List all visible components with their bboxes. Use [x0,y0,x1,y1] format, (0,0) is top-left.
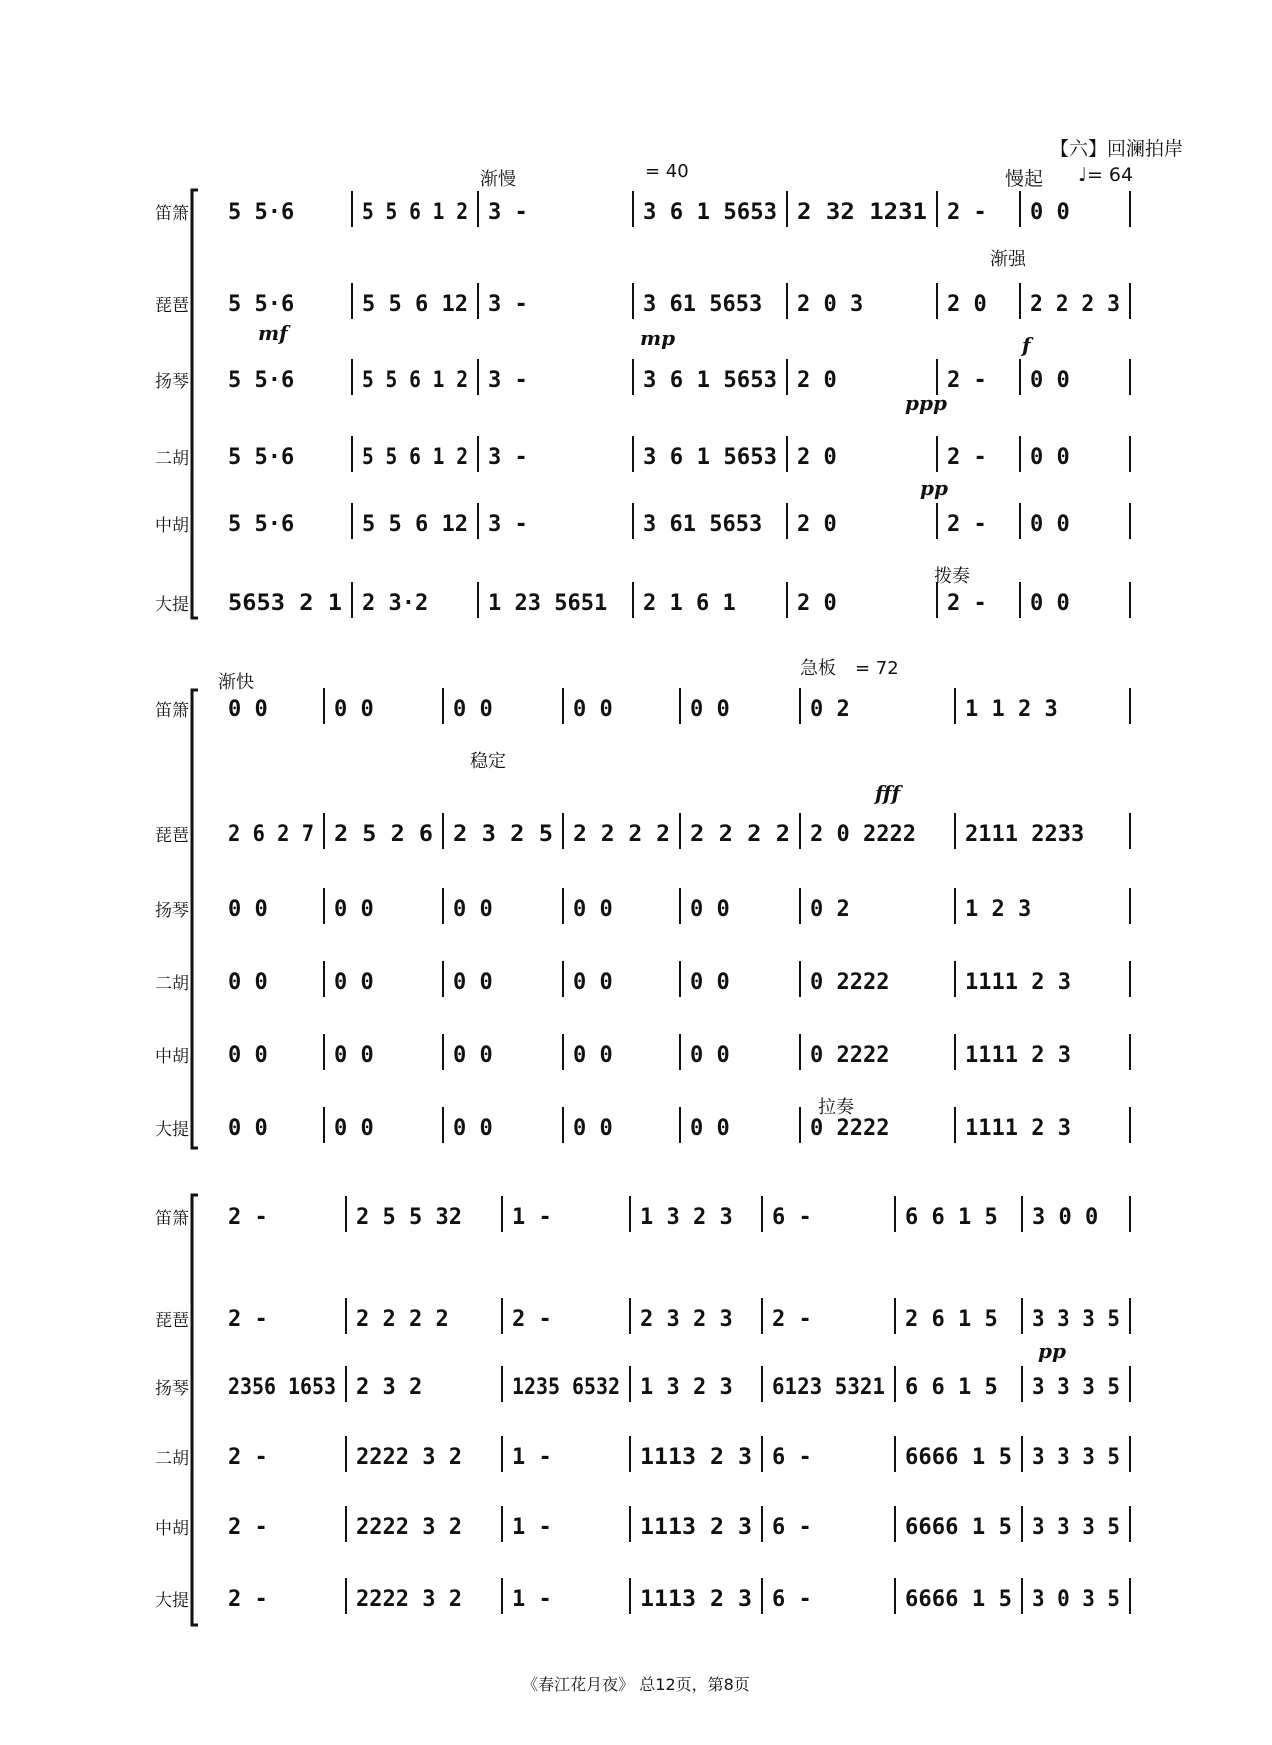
measure-notes: 5 5 6 12 [362,292,468,317]
measure-notes: 5 5 6 1 2 [362,445,468,470]
measure-notes: 1113 2 3 [640,1515,752,1540]
measure-notes: 3 - [488,512,528,537]
quarter-note-icon: ♩ [1078,164,1087,186]
measure-notes: 0 2222 [810,1116,890,1141]
dynamic-marking: mp [640,326,676,350]
system-bracket [192,1195,198,1625]
measure-notes: 2 2 2 2 [573,822,670,847]
measure-notes: 5 5·6 [228,292,295,317]
measure-notes: 0 0 [1030,200,1070,225]
measure-notes: 3 - [488,292,528,317]
measure-notes: 3 0 0 [1032,1205,1099,1230]
measure-notes: 2 - [947,368,987,393]
annotation: 急板 [800,658,836,679]
dynamic-marking: f [1022,333,1031,357]
instrument-label: 中胡 [155,1519,189,1539]
measure-notes: 0 0 [1030,512,1070,537]
annotation: 稳定 [470,751,506,772]
measure-notes: 6 - [772,1515,812,1540]
instrument-label: 大提 [155,1120,189,1140]
measure-notes: 2 3 2 [356,1375,423,1400]
measure-notes: 0 0 [573,970,613,995]
instrument-label: 笛箫 [155,701,189,721]
measure-notes: 0 0 [1030,368,1070,393]
measure-notes: 0 0 [453,970,493,995]
measure-notes: 2 0 [797,368,837,393]
measure-notes: 1 3 2 3 [640,1205,733,1230]
measure-notes: 5 5·6 [228,200,295,225]
measure-notes: 0 0 [1030,445,1070,470]
measure-notes: 1113 2 3 [640,1587,752,1612]
slow-start-marking: 慢起 [1005,168,1044,190]
measure-notes: 0 0 [690,1043,730,1068]
measure-notes: 2 0 [947,292,987,317]
measure-notes: 5 5·6 [228,445,295,470]
dynamic-marking: fff [875,781,901,805]
measure-notes: 2 2 2 2 [690,822,790,847]
measure-notes: 0 0 [228,697,268,722]
measure-notes: 6 - [772,1205,812,1230]
measure-notes: 0 0 [453,697,493,722]
measure-notes: 3 3 3 5 [1032,1307,1120,1332]
annotation: 渐强 [990,249,1026,270]
measure-notes: 1 - [512,1445,552,1470]
measure-notes: 2222 3 2 [356,1515,462,1540]
instrument-label: 琵琶 [155,1311,189,1331]
measure-notes: 2 1 6 1 [643,591,736,616]
measure-notes: 0 0 [334,1116,374,1141]
measure-notes: 5 5 6 12 [362,512,468,537]
measure-notes: 3 3 3 5 [1032,1445,1120,1470]
measure-notes: 0 0 [573,1043,613,1068]
measure-notes: 6123 5321 [772,1375,885,1400]
instrument-label: 笛箫 [155,1209,189,1229]
measure-notes: 3 6 1 5653 [643,445,777,470]
measure-notes: 2 5 2 6 [334,822,433,847]
annotation: 拨奏 [934,566,970,587]
measure-notes: 2 0 [797,512,837,537]
measure-notes: 0 0 [228,1116,268,1141]
measure-notes: 2 - [228,1205,268,1230]
measure-notes: 3 0 3 5 [1032,1587,1120,1612]
annotation: = 72 [855,658,899,679]
measure-notes: 5 5·6 [228,512,295,537]
measure-notes: 0 0 [1030,591,1070,616]
instrument-label: 琵琶 [155,296,189,316]
measure-notes: 0 0 [228,1043,268,1068]
measure-notes: 2 - [228,1445,268,1470]
measure-notes: 0 0 [334,897,374,922]
measure-notes: 3 61 5653 [643,292,763,317]
measure-notes: 2 0 2222 [810,822,916,847]
measure-notes: 2222 3 2 [356,1587,462,1612]
measure-notes: 2 - [228,1515,268,1540]
measure-notes: 2 6 2 7 [228,822,314,847]
measure-notes: 2 32 1231 [797,200,927,225]
measure-notes: 0 0 [334,1043,374,1068]
measure-notes: 0 2 [810,897,850,922]
measure-notes: 3 3 3 5 [1032,1515,1120,1540]
measure-notes: 0 0 [690,697,730,722]
measure-notes: 3 - [488,200,528,225]
measure-notes: 6666 1 5 [905,1587,1012,1612]
measure-notes: 6 6 1 5 [905,1205,998,1230]
instrument-label: 二胡 [155,1449,189,1469]
system-bracket [192,690,198,1148]
measure-notes: 2 2 2 3 [1030,292,1120,317]
measure-notes: 1 - [512,1205,552,1230]
measure-notes: 2 3·2 [362,591,429,616]
measure-notes: 2 3 2 5 [453,822,553,847]
annotation: = 40 [645,161,689,182]
annotation: 拉奏 [818,1097,854,1118]
measure-notes: 1 - [512,1515,552,1540]
measure-notes: 2111 2233 [965,822,1085,847]
measure-notes: 6666 1 5 [905,1515,1012,1540]
annotation: 渐快 [218,672,254,693]
dynamic-marking: pp [920,476,948,500]
measure-notes: 5 5 6 1 2 [362,368,468,393]
measure-notes: 2 - [947,445,987,470]
measure-notes: 0 0 [334,970,374,995]
measure-notes: 2 3 2 3 [640,1307,733,1332]
instrument-label: 扬琴 [155,1379,189,1399]
measure-notes: 2 0 [797,591,837,616]
measure-notes: 1 - [512,1587,552,1612]
measure-notes: 1 23 5651 [488,591,608,616]
instrument-label: 大提 [155,595,189,615]
measure-notes: 1235 6532 [512,1375,620,1400]
page-footer: 《春江花月夜》 总12页，第8页 [522,1675,750,1694]
measure-notes: 3 6 1 5653 [643,368,777,393]
measure-notes: 0 0 [334,697,374,722]
measure-notes: 5 5 6 1 2 [362,200,468,225]
dynamic-marking: ppp [905,391,947,415]
measure-notes: 2 - [947,512,987,537]
measure-notes: 2 2 2 2 [356,1307,449,1332]
instrument-label: 二胡 [155,449,189,469]
measure-notes: 3 - [488,368,528,393]
measure-notes: 1113 2 3 [640,1445,752,1470]
measure-notes: 0 0 [690,1116,730,1141]
measure-notes: 0 0 [573,1116,613,1141]
measure-notes: 0 0 [228,897,268,922]
instrument-label: 琵琶 [155,826,189,846]
measure-notes: 5653 2 1 [228,591,342,616]
measure-notes: 2 - [947,200,987,225]
measure-notes: 0 0 [573,897,613,922]
measure-notes: 2 - [772,1307,812,1332]
measure-notes: 1111 2 3 [965,970,1071,995]
measure-notes: 6 - [772,1587,812,1612]
measure-notes: 3 - [488,445,528,470]
instrument-label: 中胡 [155,516,189,536]
measure-notes: 2222 3 2 [356,1445,462,1470]
dynamic-marking: pp [1038,1339,1066,1363]
measure-notes: 1111 2 3 [965,1116,1071,1141]
measure-notes: 0 2222 [810,970,890,995]
measure-notes: 0 2 [810,697,850,722]
measure-notes: 3 61 5653 [643,512,763,537]
measure-notes: 2 6 1 5 [905,1307,998,1332]
measure-notes: 0 0 [690,897,730,922]
measure-notes: 0 0 [228,970,268,995]
tempo-marking-64 [1078,164,1133,186]
measure-notes: 6 6 1 5 [905,1375,998,1400]
measure-notes: 0 0 [690,970,730,995]
dynamic-marking: mf [258,321,288,345]
measure-notes: 6 - [772,1445,812,1470]
annotation: 渐慢 [480,169,516,190]
tempo-value: = 64 [1086,164,1134,186]
measure-notes: 3 6 1 5653 [643,200,777,225]
measure-notes: 6666 1 5 [905,1445,1012,1470]
measure-notes: 2 - [228,1307,268,1332]
measure-notes: 2 0 3 [797,292,864,317]
measure-notes: 2 - [228,1587,268,1612]
instrument-label: 扬琴 [155,372,189,392]
measure-notes: 1 2 3 [965,897,1032,922]
measure-notes: 1111 2 3 [965,1043,1071,1068]
instrument-label: 笛箫 [155,204,189,224]
measure-notes: 1 3 2 3 [640,1375,733,1400]
measure-notes: 0 2222 [810,1043,890,1068]
measure-notes: 0 0 [453,1116,493,1141]
instrument-label: 大提 [155,1591,189,1611]
measure-notes: 2 - [512,1307,552,1332]
measure-notes: 3 3 3 5 [1032,1375,1120,1400]
measure-notes: 2 5 5 32 [356,1205,462,1230]
measure-notes: 2 0 [797,445,837,470]
measure-notes: 2356 1653 [228,1375,336,1400]
section-title: 【六】回澜拍岸 [1050,138,1184,160]
instrument-label: 二胡 [155,974,189,994]
instrument-label: 中胡 [155,1047,189,1067]
measure-notes: 0 0 [453,1043,493,1068]
measure-notes: 0 0 [573,697,613,722]
measure-notes: 2 - [947,591,987,616]
measure-notes: 1 1 2 3 [965,697,1058,722]
instrument-label: 扬琴 [155,901,189,921]
measure-notes: 5 5·6 [228,368,295,393]
system-bracket [192,190,198,618]
measure-notes: 0 0 [453,897,493,922]
